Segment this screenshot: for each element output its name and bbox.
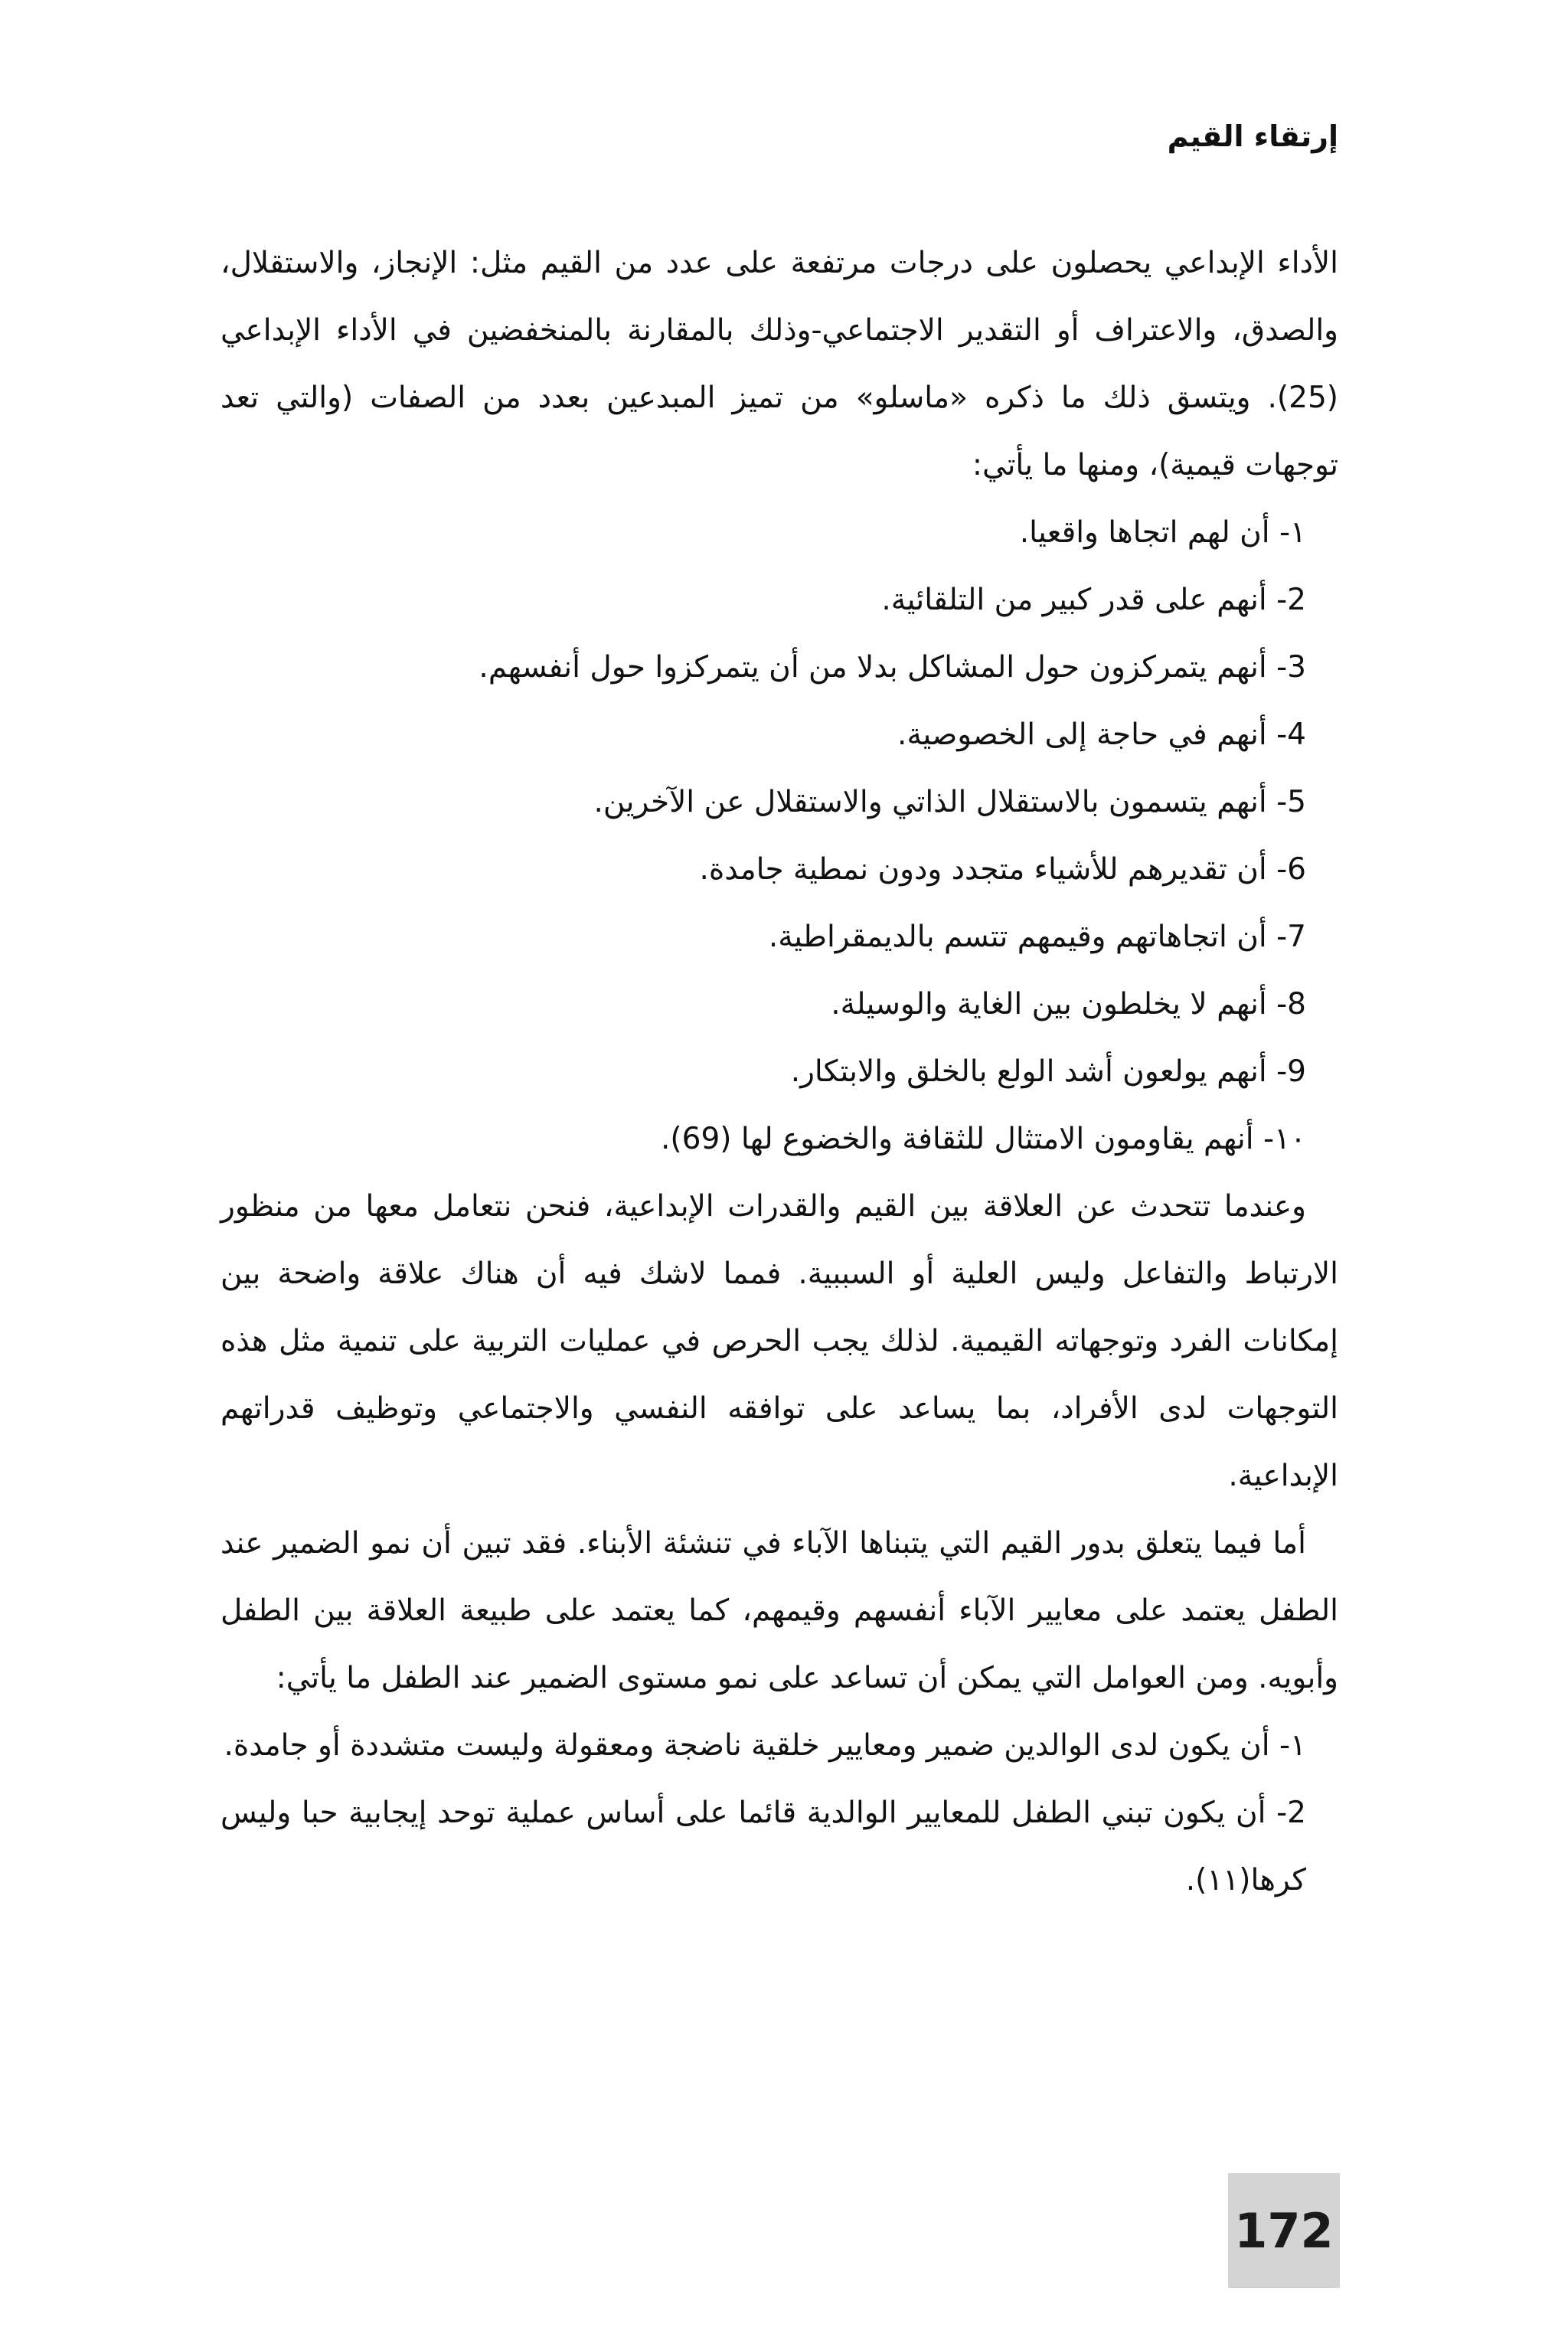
list-item: 3- أنهم يتمركزون حول المشاكل بدلا من أن يتمركزوا حول أنفسهم. [479, 650, 1306, 685]
parents-paragraph: أما فيما يتعلق بدور القيم التي يتبناها الآباء في تنشئة الأبناء. فقد تبين أن نمو الضمير عند الطفل يعتمد على معايير الآباء أنفسهم وقيمهم، كما يعتمد على طبيعة العلاقة بين الطفل وأبويه. ومن العوامل التي يمكن أن تساعد على نمو مستوى الضمير عند الطفل ما يأتي: [220, 1526, 1338, 1695]
relationship-paragraph: وعندما تتحدث عن العلاقة بين القيم والقدرات الإبداعية، فنحن نتعامل معها من منظور الارتباط والتفاعل وليس العلية أو السببية. فمما لاشك فيه أن هناك علاقة واضحة بين إمكانات الفرد وتوجهاته القيمية. لذلك يجب الحرص في عمليات التربية على تنمية مثل هذه التوجهات لدى الأفراد، بما يساعد على توافقه النفسي والاجتماعي وتوظيف قدراتهم الإبداعية. [220, 1189, 1338, 1493]
list-item: 7- أن اتجاهاتهم وقيمهم تتسم بالديمقراطية. [768, 920, 1306, 954]
list-item: ١- أن يكون لدى الوالدين ضمير ومعايير خلقية ناضجة ومعقولة وليست متشددة أو جامدة. [224, 1728, 1306, 1763]
list-item: 2- أنهم على قدر كبير من التلقائية. [881, 583, 1306, 617]
running-header-title: إرتقاء القيم [1167, 119, 1338, 153]
list-item: 4- أنهم في حاجة إلى الخصوصية. [897, 717, 1306, 752]
list-item: 5- أنهم يتسمون بالاستقلال الذاتي والاستقلال عن الآخرين. [593, 785, 1306, 819]
intro-paragraph: الأداء الإبداعي يحصلون على درجات مرتفعة على عدد من القيم مثل: الإنجاز، والاستقلال، والصدق، والاعتراف أو التقدير الاجتماعي-وذلك بالمقارنة بالمنخفضين في الأداء الإبداعي (25). ويتسق ذلك ما ذكره «ماسلو» من تميز المبدعين بعدد من الصفات (والتي تعد توجهات قيمية)، ومنها ما يأتي: [220, 246, 1338, 482]
list-item: 6- أن تقديرهم للأشياء متجدد ودون نمطية جامدة. [699, 852, 1306, 887]
list-item: ١- أن لهم اتجاها واقعيا. [1019, 515, 1306, 550]
page-body [220, 230, 1338, 1914]
page-number: 172 [1228, 2173, 1340, 2288]
list-item: 9- أنهم يولعون أشد الولع بالخلق والابتكار. [790, 1054, 1306, 1089]
list-item: 8- أنهم لا يخلطون بين الغاية والوسيلة. [831, 987, 1306, 1021]
list-item: 2- أن يكون تبني الطفل للمعايير الوالدية قائما على أساس عملية توحد إيجابية حبا وليس كرها(١١). [220, 1796, 1306, 1897]
traits-list [220, 499, 1338, 1173]
list-item: ١٠- أنهم يقاومون الامتثال للثقافة والخضوع لها (69). [661, 1122, 1306, 1156]
conscience-list [220, 1712, 1338, 1914]
